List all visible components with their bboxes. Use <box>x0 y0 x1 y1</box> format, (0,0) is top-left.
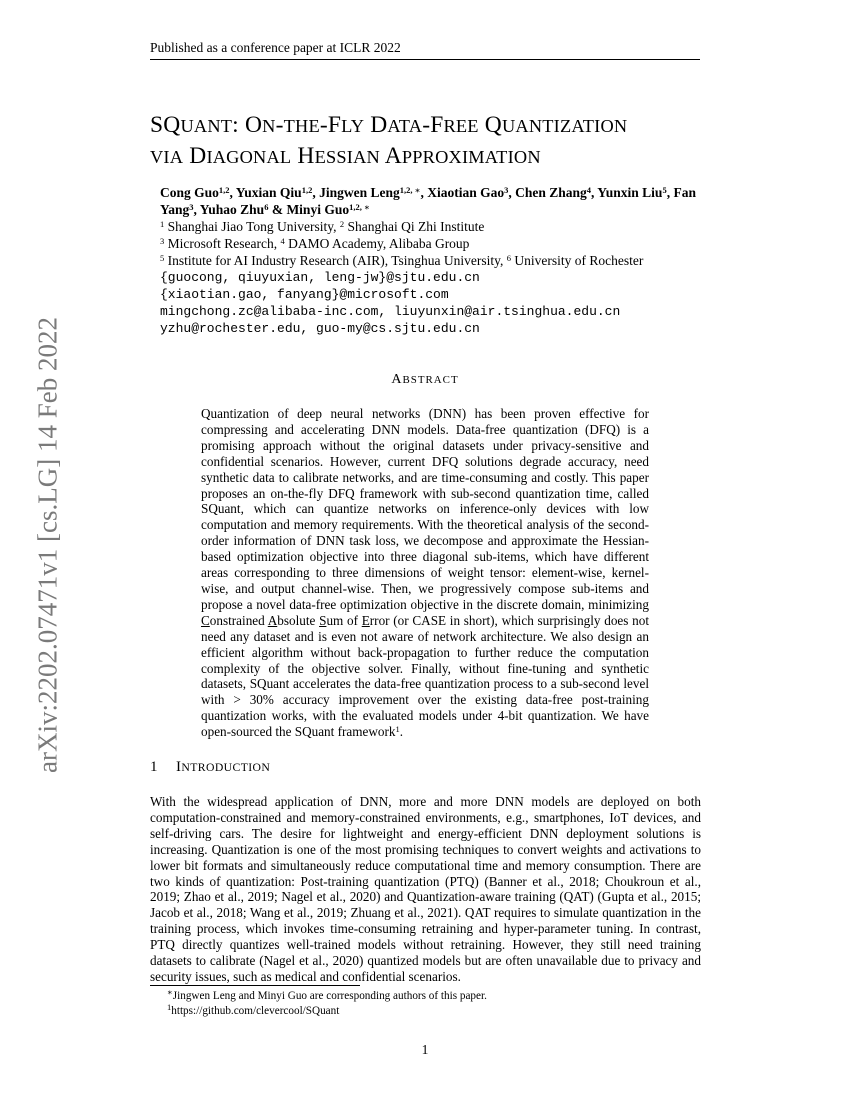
author-affiliation-mark: 4 <box>586 185 592 195</box>
author-affiliation-mark: 1,2 <box>301 185 313 195</box>
author-name: Yunxin Liu$^5$ <box>597 185 667 200</box>
author-name: Chen Zhang$^4$ <box>515 185 592 200</box>
author-name: Yuhao Zhu$^6$ <box>199 202 269 217</box>
email-line-2: {xiaotian.gao, fanyang}@microsoft.com <box>160 287 449 302</box>
email-line-1: {guocong, qiuyuxian, leng-jw}@sjtu.edu.cn <box>160 270 480 285</box>
author-name: Minyi Guo$^{1,2, ∗}$ <box>286 202 370 217</box>
section-heading-introduction <box>150 759 700 776</box>
running-header: Published as a conference paper at ICLR 2022 <box>150 40 700 60</box>
author-name: Fan Yang$^3$ <box>160 185 696 217</box>
abstract-text: Quantization of deep neural networks (DNN) has been proven effective for compressing and accelerating DNN models. Data-free quantization (DFQ) is a promising approach without the original datasets under privacy-sensitive and confidential scenarios. However, current DFQ solutions degrade accuracy, need synthetic data to calibrate networks, and are time-consuming and costly. This paper proposes an on-the-fly DFQ framework with sub-second quantization time, called SQuant, which can quantize networks on inference-only devices with low computation and memory requirements. With the theoretical analysis of the second-order information of DNN task loss, we decompose and approximate the Hessian-based optimization objective into three diagonal sub-items, which have different areas corresponding to three dimensions of weight tensor: element-wise, kernel-wise, and output channel-wise. Then, we progressively compose sub-items and propose a novel data-free optimization objective in the discrete domain, minimizing Constrained Absolute Sum of Error (or CASE in short), which surprisingly does not need any dataset and is even not aware of network architecture. We also design an efficient algorithm without back-propagation to further reduce the computation complexity of the objective solver. Finally, without fine-tuning and synthetic datasets, SQuant accelerates the data-free quantization process to a sub-second level with > 30% accuracy improvement over the existing data-free post-training quantization works, with the evaluated models under 4-bit quantization. We have open-sourced the SQuant framework$^1$. <box>201 406 649 740</box>
footnote-divider <box>150 985 360 986</box>
email-line-4: yzhu@rochester.edu, guo-my@cs.sjtu.edu.cn <box>160 321 480 336</box>
author-list: Cong Guo$^{1,2}$, Yuxian Qiu$^{1,2}$, Jingwen Leng$^{1,2, ∗}$, Xiaotian Gao$^3$, Chen Zhang$^4$, Yunxin Liu$^5$, Fan Yang$^3$, Yuhao Zhu$^6$ & Minyi Guo$^{1,2, ∗}$ <box>160 185 696 217</box>
affiliation-line-1: $^1$ Shanghai Jiao Tong University, $^2$ Shanghai Qi Zhi Institute <box>160 219 485 234</box>
section-number: 1 <box>150 759 158 775</box>
affiliation-line-3: $^5$ Institute for AI Industry Research (AIR), Tsinghua University, $^6$ University of Rochester <box>160 253 644 268</box>
footnote-corresponding-authors: ∗Jingwen Leng and Minyi Guo are corresponding authors of this paper. <box>167 987 487 1002</box>
abstract-heading: ABSTRACT <box>391 372 459 387</box>
introduction-paragraph: With the widespread application of DNN, more and more DNN models are deployed on both computation-constrained and memory-constrained environments, e.g., smartphones, IoT devices, and self-driving cars. The desire for lightweight and energy-efficient DNN deployment solutions is increasing. Quantization is one of the most promising techniques to convert weights and activations to lower bit formats and simultaneously reduce computational time and memory consumption. There are two kinds of quantization: Post-training quantization (PTQ) (Banner et al., 2018; Choukroun et al., 2019; Zhao et al., 2019; Nagel et al., 2020) and Quantization-aware training (QAT) (Gupta et al., 2015; Jacob et al., 2018; Wang et al., 2019; Zhuang et al., 2021). QAT requires to simulate quantization in the training process, which invokes time-consuming retraining and hyper-parameter tuning. In contrast, PTQ directly quantizes well-trained models without retraining. However, they still need training datasets to calibrate (Nagel et al., 2020) quantized models but are often unavailable due to privacy and security issues, such as medical and confidential scenarios. <box>150 794 701 984</box>
author-name: Yuxian Qiu$^{1,2}$ <box>235 185 313 200</box>
section-title: INTRODUCTION <box>176 759 271 775</box>
author-affiliation-mark: 1,2 <box>218 185 230 195</box>
title-line-1: SQUANT: ON-THE-FLY DATA-FREE QUANTIZATION <box>150 112 628 138</box>
affiliation-line-2: $^3$ Microsoft Research, $^4$ DAMO Academy, Alibaba Group <box>160 236 470 251</box>
arxiv-identifier-stamp: arXiv:2202.07471v1 [cs.LG] 14 Feb 2022 <box>32 317 63 773</box>
author-affiliation-mark: 1,2, ∗ <box>349 202 370 212</box>
footnotes <box>167 989 697 1019</box>
author-affiliation-mark: 6 <box>264 202 269 212</box>
footnote-github-link[interactable]: $^1$https://github.com/clevercool/SQuant <box>167 1002 340 1017</box>
paper-title <box>150 110 730 172</box>
page-number: 1 <box>421 1042 429 1057</box>
author-affiliation-mark: 3 <box>189 202 194 212</box>
footnote-ref-1: 1 <box>395 724 400 735</box>
author-affiliation-mark: 3 <box>504 185 509 195</box>
author-name: Cong Guo$^{1,2}$ <box>160 185 230 200</box>
email-line-3: mingchong.zc@alibaba-inc.com, liuyunxin@air.tsinghua.edu.cn <box>160 304 621 319</box>
title-line-2: VIA DIAGONAL HESSIAN APPROXIMATION <box>150 143 541 169</box>
author-block <box>160 184 720 337</box>
author-name: Xiaotian Gao$^3$ <box>427 185 509 200</box>
author-affiliation-mark: 5 <box>662 185 667 195</box>
author-name: Jingwen Leng$^{1,2, ∗}$ <box>319 185 421 200</box>
author-affiliation-mark: 1,2, ∗ <box>399 185 421 195</box>
